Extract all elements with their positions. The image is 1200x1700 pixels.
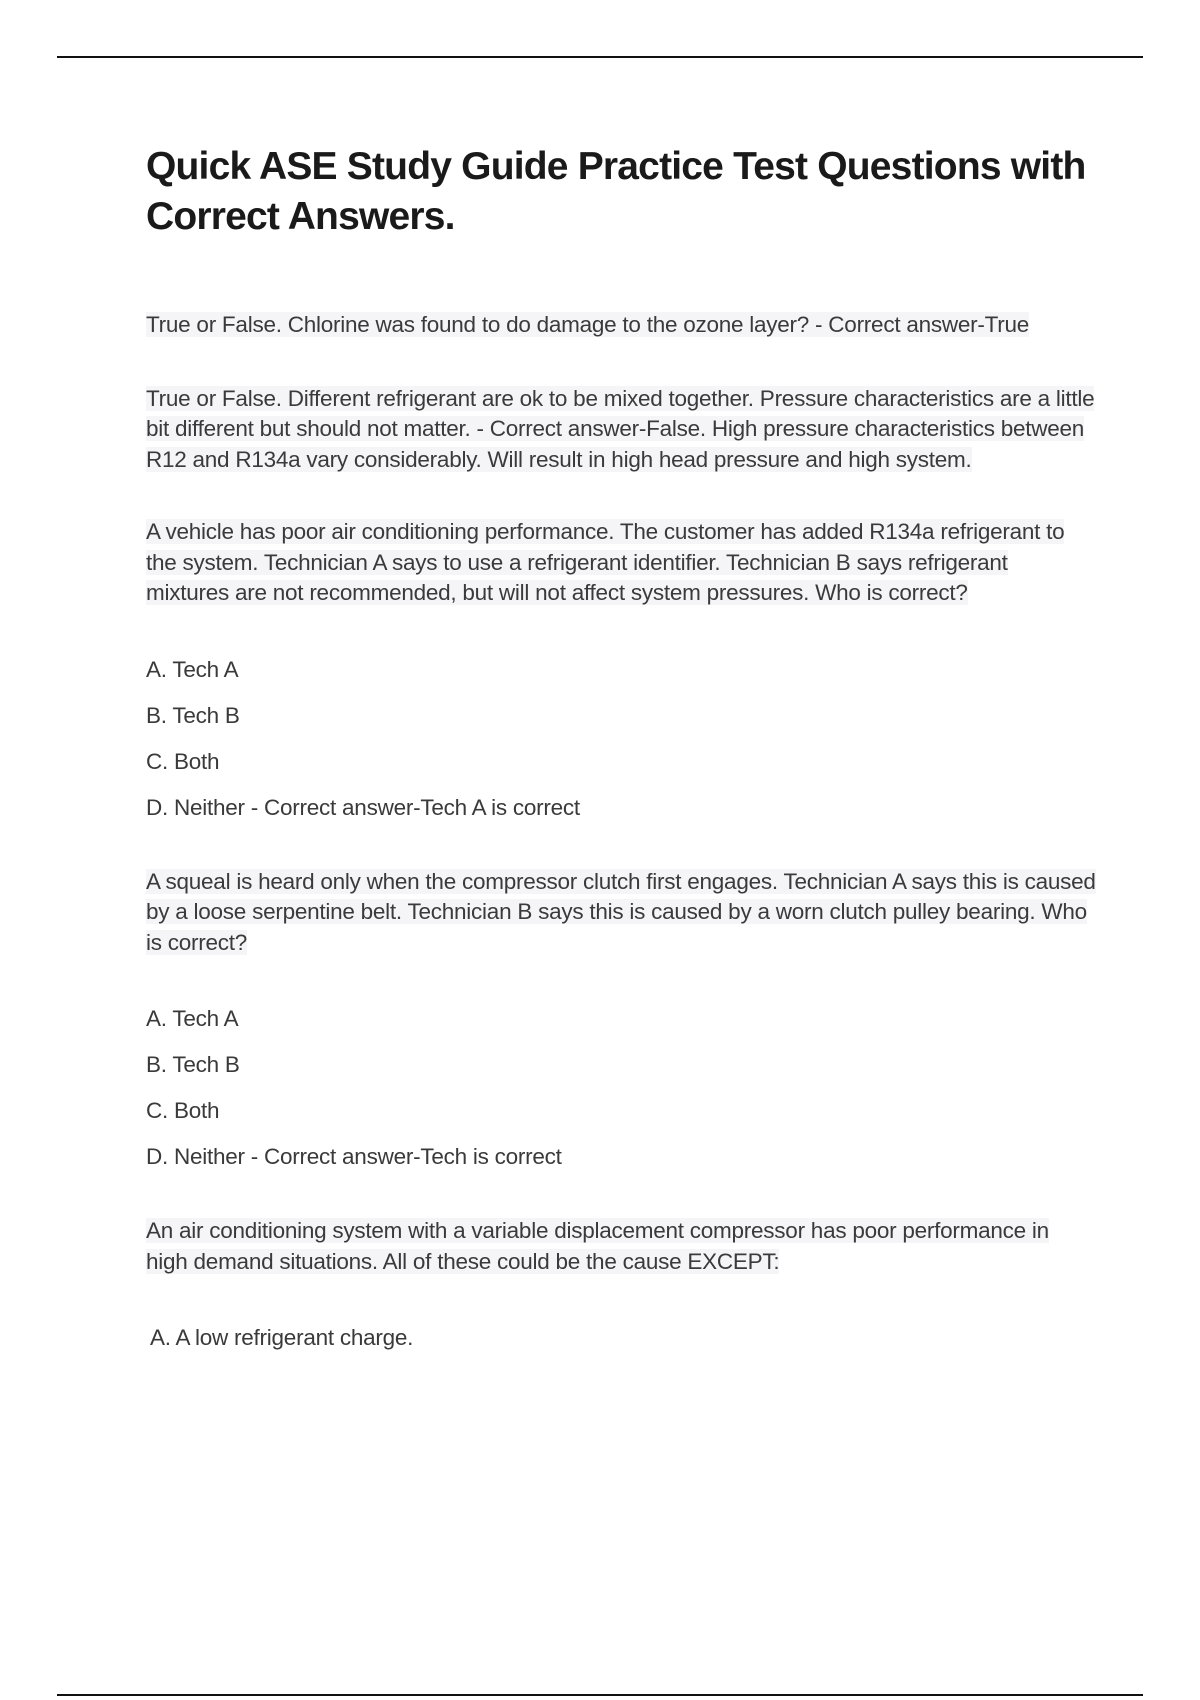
- question-5-option-a-text: A. A low refrigerant charge.: [150, 1325, 414, 1350]
- question-2: [146, 384, 1096, 476]
- bottom-rule: [57, 1694, 1143, 1696]
- question-3-option-c: C. Both: [146, 748, 220, 774]
- question-1-text: True or False. Chlorine was found to do damage to the ozone layer? - Correct answer-True: [146, 312, 1030, 337]
- question-5-text: An air conditioning system with a variable displacement compressor has poor performance in high demand situations. All of these could be the cause EXCEPT:: [146, 1218, 1049, 1274]
- question-3: [146, 517, 1096, 609]
- question-5: [146, 1216, 1096, 1277]
- question-5-option-a: [150, 1323, 1096, 1353]
- question-4-option-a: A. Tech A: [146, 1006, 239, 1031]
- question-3-text: A vehicle has poor air conditioning performance. The customer has added R134a refrigerant to the system. Technician A says to use a refrigerant identifier. Technician B says refrigerant mixtures are not recommended, but will not affect system pressures. Who is correct?: [146, 519, 1065, 605]
- top-rule: [57, 56, 1143, 58]
- question-4: [146, 867, 1096, 959]
- question-3-option-a: A. Tech A: [146, 656, 239, 682]
- question-4-option-b: B. Tech B: [146, 1052, 240, 1077]
- question-4-text: A squeal is heard only when the compressor clutch first engages. Technician A says this is caused by a loose serpentine belt. Technician B says this is caused by a worn clutch pulley bearing. Who is correct?: [146, 868, 1096, 955]
- question-4-option-d: D. Neither - Correct answer-Tech is correct: [146, 1144, 562, 1169]
- question-4-option-c: C. Both: [146, 1098, 220, 1123]
- page-title: Quick ASE Study Guide Practice Test Questions with Correct Answers.: [146, 145, 1086, 238]
- document-body: [146, 142, 1096, 1369]
- question-1: [146, 310, 1096, 341]
- question-2-text: True or False. Different refrigerant are ok to be mixed together. Pressure characteristics are a little bit different but should not matter. - Correct answer-False. High pressure characteristics between R12 and R134a vary considerably. Will result in high head pressure and high system.: [146, 385, 1095, 472]
- question-3-option-b: B. Tech B: [146, 702, 240, 728]
- question-3-option-d: D. Neither - Correct answer-Tech A is correct: [146, 794, 580, 820]
